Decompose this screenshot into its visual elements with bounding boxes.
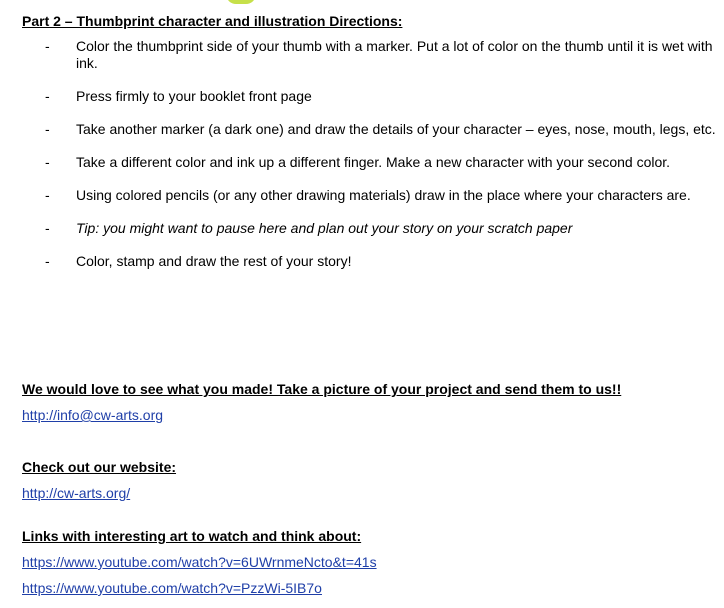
bullet-dash: -: [45, 187, 50, 203]
step-text: Using colored pencils (or any other drawing materials) draw in the place where your characters are.: [76, 187, 691, 203]
decorative-green-shape: [226, 0, 256, 4]
list-item: [22, 253, 718, 270]
list-item: [22, 187, 718, 204]
list-item: [22, 121, 718, 138]
bullet-dash: -: [45, 88, 50, 104]
list-item: [22, 154, 718, 171]
step-text: Color the thumbprint side of your thumb with a marker. Put a lot of color on the thumb until it is wet with ink.: [76, 38, 713, 71]
step-text: Press firmly to your booklet front page: [76, 88, 312, 104]
section-title: Part 2 – Thumbprint character and illustration Directions:: [22, 13, 403, 29]
website-link[interactable]: http://cw-arts.org/: [22, 485, 131, 501]
step-text: Tip: you might want to pause here and plan out your story on your scratch paper: [76, 220, 573, 236]
step-text: Color, stamp and draw the rest of your story!: [76, 253, 352, 269]
tip-list-item: [22, 220, 718, 237]
youtube-link-1[interactable]: https://www.youtube.com/watch?v=6UWrnmeNcto&t=41s: [22, 554, 377, 570]
bullet-dash: -: [45, 121, 50, 137]
website-heading: Check out our website:: [22, 459, 177, 475]
step-text: Take another marker (a dark one) and draw the details of your character – eyes, nose, mouth, legs, etc.: [76, 121, 716, 137]
step-text: Take a different color and ink up a different finger. Make a new character with your second color.: [76, 154, 671, 170]
bullet-dash: -: [45, 154, 50, 170]
email-link[interactable]: http://info@cw-arts.org: [22, 407, 164, 423]
art-links-heading: Links with interesting art to watch and think about:: [22, 528, 362, 544]
bullet-dash: -: [45, 38, 50, 54]
bullet-dash: -: [45, 253, 50, 269]
bullet-dash: -: [45, 220, 50, 236]
share-heading: We would love to see what you made! Take a picture of your project and send them to us!!: [22, 381, 622, 397]
list-item: [22, 38, 718, 72]
directions-list: [22, 38, 718, 270]
list-item: [22, 88, 718, 105]
youtube-link-2[interactable]: https://www.youtube.com/watch?v=PzzWi-5IB7o: [22, 580, 322, 596]
